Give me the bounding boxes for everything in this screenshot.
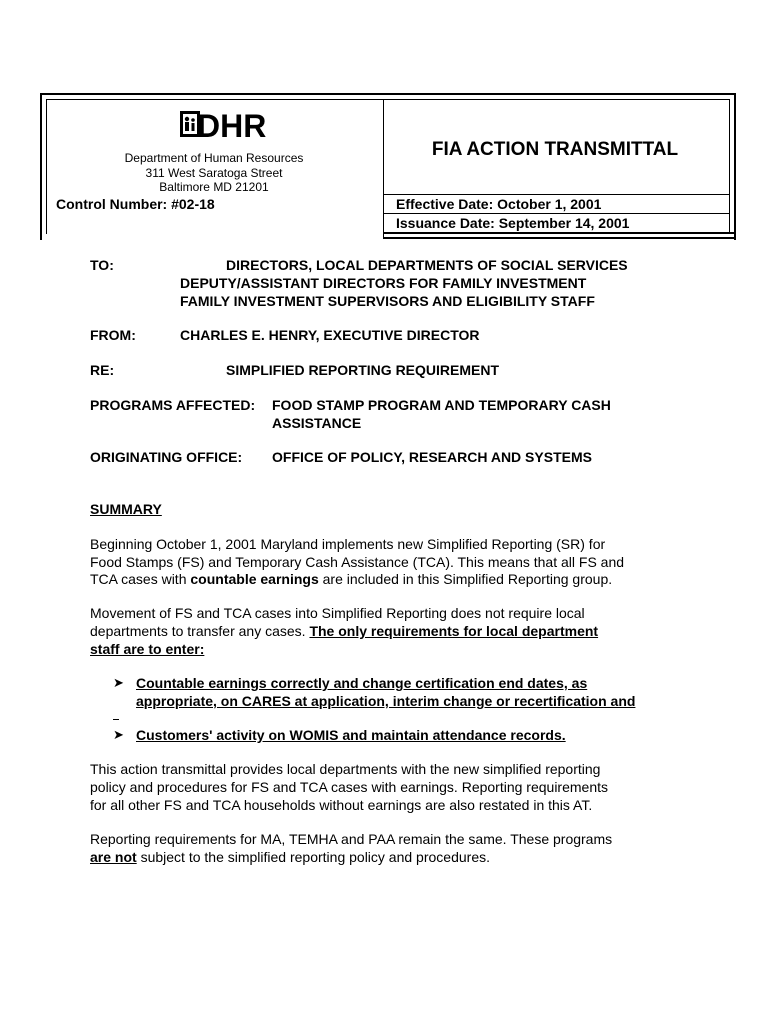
issuance-date: Issuance Date: September 14, 2001 — [396, 215, 630, 231]
bold-underline-span: are not — [90, 849, 137, 865]
summary-p1-line: Food Stamps (FS) and Temporary Cash Assistance (TCA). This means that all FS and — [90, 554, 625, 570]
to-line-1: DIRECTORS, LOCAL DEPARTMENTS OF SOCIAL SERVICES — [226, 257, 628, 273]
summary-p4-line: Reporting requirements for MA, TEMHA and PAA remain the same. These programs — [90, 831, 613, 847]
summary-p4-line — [90, 848, 490, 866]
dhr-logo — [180, 107, 267, 144]
re-value: SIMPLIFIED REPORTING REQUIREMENT — [226, 362, 500, 378]
office-label: ORIGINATING OFFICE: — [90, 449, 243, 465]
text-span: departments to transfer any cases. — [90, 623, 310, 639]
department-street: 311 West Saratoga Street — [145, 166, 283, 180]
summary-p2-line: Movement of FS and TCA cases into Simplified Reporting does not require local — [90, 605, 585, 621]
summary-heading: SUMMARY — [90, 501, 162, 517]
department-city: Baltimore MD 21201 — [159, 180, 269, 194]
bullet-1-line-2: appropriate, on CARES at application, interim change or recertification and — [136, 693, 636, 709]
effective-date: Effective Date: October 1, 2001 — [396, 196, 602, 212]
header-left-rule — [46, 193, 47, 233]
programs-line-2: ASSISTANCE — [272, 415, 362, 431]
document-title: FIA ACTION TRANSMITTAL — [431, 139, 679, 160]
header-rule — [383, 232, 736, 234]
bullet-2: Customers' activity on WOMIS and maintain attendance records. — [136, 727, 566, 743]
to-line-2: DEPUTY/ASSISTANT DIRECTORS FOR FAMILY INVESTMENT — [180, 275, 587, 291]
header-divider — [383, 99, 384, 239]
arrow-bullet-icon: ➤ — [113, 675, 124, 690]
to-label: TO: — [90, 257, 114, 273]
programs-line-1: FOOD STAMP PROGRAM AND TEMPORARY CASH — [272, 397, 611, 413]
header-rule — [383, 194, 730, 195]
summary-p3-line: This action transmittal provides local departments with the new simplified reporting — [90, 761, 601, 777]
programs-label: PROGRAMS AFFECTED: — [90, 397, 256, 413]
bold-span: countable earnings — [190, 571, 319, 587]
bullet-1-line-1: Countable earnings correctly and change certification end dates, as — [136, 675, 588, 691]
summary-p1-line: Beginning October 1, 2001 Maryland implements new Simplified Reporting (SR) for — [90, 536, 606, 552]
bold-underline-span: The only requirements for local department — [309, 623, 599, 639]
text-span: TCA cases with — [90, 571, 191, 587]
summary-p2-line — [90, 622, 598, 640]
header-rule — [383, 213, 730, 214]
summary-p1-line — [90, 570, 612, 588]
department-name: Department of Human Resources — [124, 151, 304, 165]
from-value: CHARLES E. HENRY, EXECUTIVE DIRECTOR — [180, 327, 480, 343]
re-label: RE: — [90, 362, 115, 378]
header-left-rule — [40, 193, 42, 233]
arrow-bullet-icon: ➤ — [113, 727, 124, 742]
logo-text: DHR — [197, 108, 267, 144]
text-span: subject to the simplified reporting policy and procedures. — [136, 849, 490, 865]
control-number: Control Number: #02-18 — [56, 196, 215, 212]
header-rule — [383, 237, 736, 239]
stray-mark — [113, 719, 119, 720]
summary-p3-line: for all other FS and TCA households without earnings are also restated in this AT. — [90, 797, 593, 813]
summary-p3-line: policy and procedures for FS and TCA cases with earnings. Reporting requirements — [90, 779, 609, 795]
to-line-3: FAMILY INVESTMENT SUPERVISORS AND ELIGIBILITY STAFF — [180, 293, 595, 309]
text-span: are included in this Simplified Reporting group. — [318, 571, 613, 587]
from-label: FROM: — [90, 327, 136, 343]
office-value: OFFICE OF POLICY, RESEARCH AND SYSTEMS — [272, 449, 592, 465]
summary-p2-line: staff are to enter: — [90, 641, 205, 657]
